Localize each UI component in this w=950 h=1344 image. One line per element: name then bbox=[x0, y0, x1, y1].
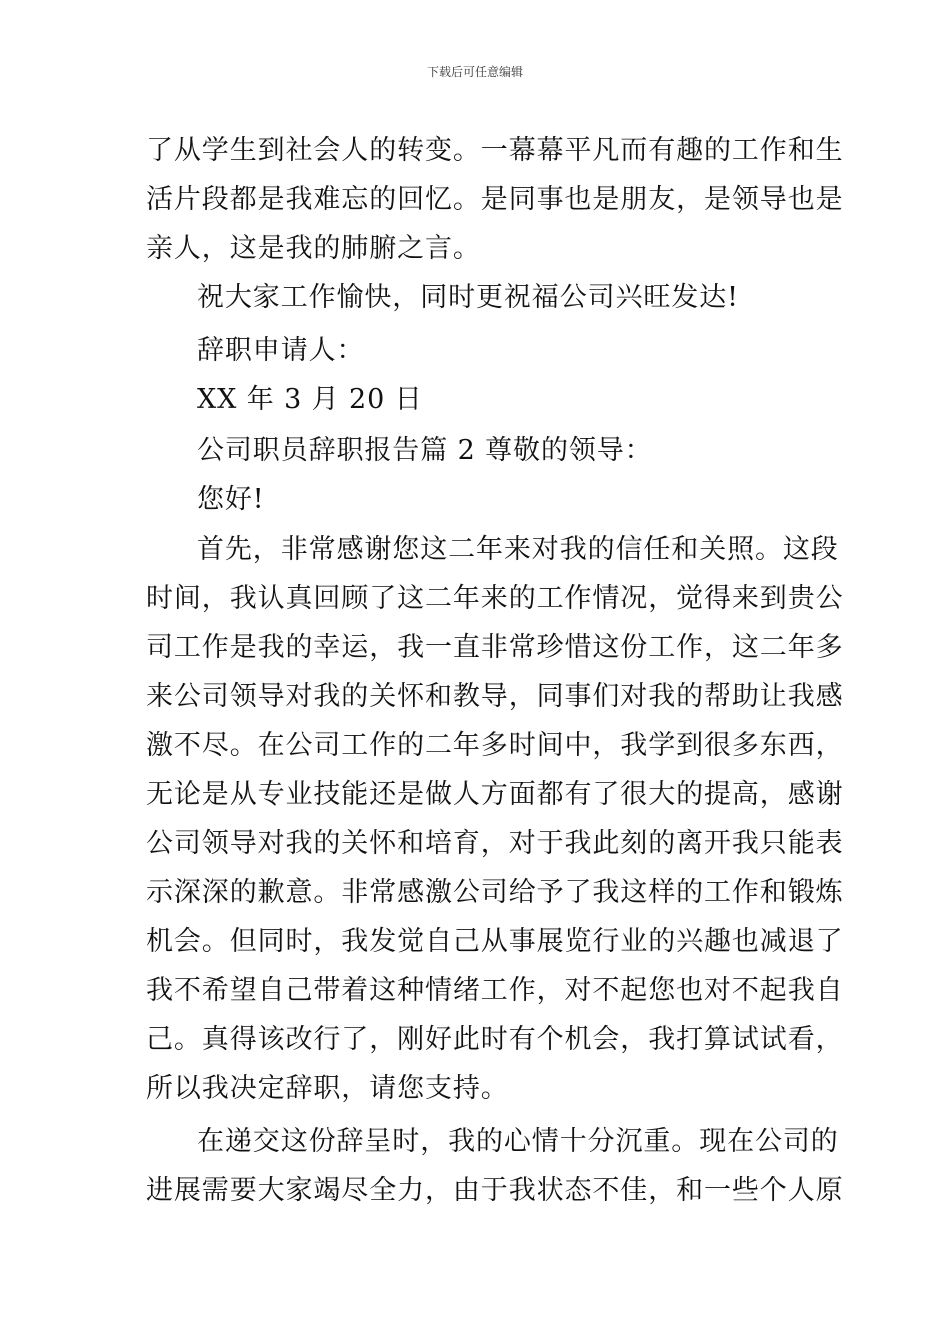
body-line: 时间，我认真回顾了这二年来的工作情况，觉得来到贵公 bbox=[146, 583, 844, 614]
body-line: 在递交这份辞呈时，我的心情十分沉重。现在公司的 bbox=[197, 1126, 839, 1157]
section-title: 公司职员辞职报告篇 2 尊敬的领导： bbox=[197, 435, 653, 466]
body-line: 我不希望自己带着这种情绪工作，对不起您也对不起我自 bbox=[146, 975, 844, 1006]
body-line: 己。真得该改行了，刚好此时有个机会，我打算试试看， bbox=[146, 1024, 844, 1055]
body-line: 祝大家工作愉快，同时更祝福公司兴旺发达! bbox=[197, 282, 739, 313]
signature-label: 辞职申请人： bbox=[197, 335, 365, 366]
body-line: 首先，非常感谢您这二年来对我的信任和关照。这段 bbox=[197, 534, 839, 565]
body-line: 活片段都是我难忘的回忆。是同事也是朋友，是领导也是 bbox=[146, 184, 844, 215]
body-line: 司工作是我的幸运，我一直非常珍惜这份工作，这二年多 bbox=[146, 632, 844, 663]
body-line: 所以我决定辞职，请您支持。 bbox=[146, 1073, 509, 1104]
body-line: 机会。但同时，我发觉自己从事展览行业的兴趣也减退了 bbox=[146, 926, 844, 957]
page-header: 下载后可任意编辑 bbox=[426, 65, 523, 79]
body-line: 示深深的歉意。非常感激公司给予了我这样的工作和锻炼 bbox=[146, 877, 844, 908]
date-line: XX 年 3 月 20 日 bbox=[197, 384, 423, 415]
body-line: 来公司领导对我的关怀和教导，同事们对我的帮助让我感 bbox=[146, 681, 844, 712]
body-line: 无论是从专业技能还是做人方面都有了很大的提高，感谢 bbox=[146, 779, 844, 810]
body-line: 了从学生到社会人的转变。一幕幕平凡而有趣的工作和生 bbox=[146, 135, 844, 166]
body-line: 公司领导对我的关怀和培育，对于我此刻的离开我只能表 bbox=[146, 828, 844, 859]
greeting-line: 您好! bbox=[197, 484, 265, 515]
body-line: 亲人，这是我的肺腑之言。 bbox=[146, 233, 481, 264]
body-line: 进展需要大家竭尽全力，由于我状态不佳，和一些个人原 bbox=[146, 1175, 844, 1206]
body-line: 激不尽。在公司工作的二年多时间中，我学到很多东西， bbox=[146, 730, 844, 761]
